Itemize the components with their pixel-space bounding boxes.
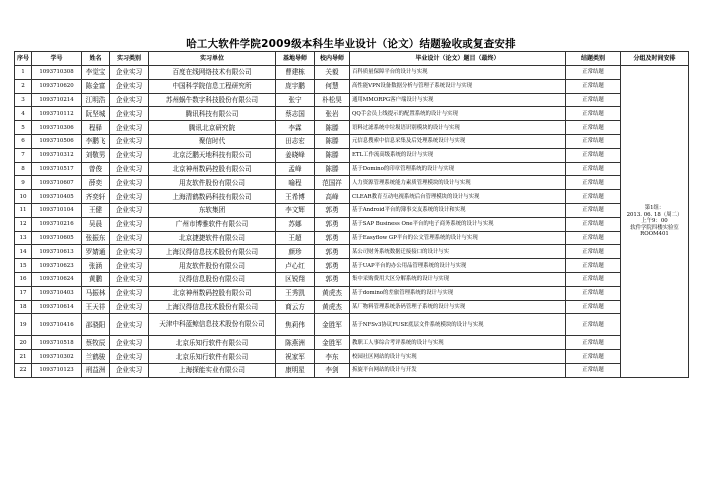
- cell-seq: 3: [15, 93, 32, 107]
- cell-school-mentor: 关毅: [315, 66, 350, 80]
- cell-internship-type: 企业实习: [110, 134, 149, 148]
- cell-base-mentor: 姜晓峰: [276, 148, 315, 162]
- cell-base-mentor: 李文辉: [276, 203, 315, 217]
- cell-topic: 某厂物料管理系统条码管理子系统的设计与实现: [350, 300, 566, 314]
- cell-base-mentor: 商云方: [276, 300, 315, 314]
- cell-result-type: 正常结题: [566, 148, 621, 162]
- cell-topic: 某公司财务系统数据迁接接口的设计与实: [350, 245, 566, 259]
- cell-topic: CLEAR教育互动电视系统后台管理模块的设计与实现: [350, 190, 566, 204]
- cell-internship-type: 企业实习: [110, 190, 149, 204]
- cell-base-mentor: 张宁: [276, 93, 315, 107]
- cell-internship-type: 企业实习: [110, 121, 149, 135]
- cell-student-id: 1093710214: [32, 93, 82, 107]
- cell-result-type: 正常结题: [566, 93, 621, 107]
- table-row: [15, 336, 689, 350]
- cell-seq: 9: [15, 176, 32, 190]
- cell-student-id: 1093710302: [32, 350, 82, 364]
- cell-base-mentor: 曹建栋: [276, 66, 315, 80]
- cell-name: 张振东: [82, 231, 110, 245]
- cell-result-type: 正常结题: [566, 107, 621, 121]
- cell-base-mentor: 祝家军: [276, 350, 315, 364]
- cell-topic: 百科质量保障平台的设计与实现: [350, 66, 566, 80]
- cell-result-type: 正常结题: [566, 203, 621, 217]
- cell-name: 邵骁阳: [82, 314, 110, 336]
- cell-result-type: 正常结题: [566, 79, 621, 93]
- cell-student-id: 1093710506: [32, 134, 82, 148]
- cell-result-type: 正常结题: [566, 217, 621, 231]
- cell-internship-unit: 北京乐知行软件有限公司: [149, 336, 276, 350]
- cell-name: 曾俊: [82, 162, 110, 176]
- cell-base-mentor: 区锐翔: [276, 272, 315, 286]
- cell-student-id: 1093710112: [32, 107, 82, 121]
- cell-topic: 基于Android平台的簿事交友系统的设计和实现: [350, 203, 566, 217]
- cell-result-type: 正常结题: [566, 363, 621, 377]
- table-row: [15, 148, 689, 162]
- cell-base-mentor: 李霖: [276, 121, 315, 135]
- cell-student-id: 1093710623: [32, 259, 82, 273]
- cell-name: 吴晨: [82, 217, 110, 231]
- cell-base-mentor: 卢心红: [276, 259, 315, 273]
- cell-school-mentor: 陈滕: [315, 148, 350, 162]
- cell-seq: 15: [15, 259, 32, 273]
- cell-school-mentor: 陈滕: [315, 121, 350, 135]
- cell-internship-type: 企业实习: [110, 286, 149, 300]
- cell-student-id: 1093710405: [32, 190, 82, 204]
- cell-result-type: 正常结题: [566, 231, 621, 245]
- cell-internship-unit: 东软集团: [149, 203, 276, 217]
- cell-result-type: 正常结题: [566, 162, 621, 176]
- cell-topic: 基于UAP平台的办公用品管理系统的设计与实现: [350, 259, 566, 273]
- arrangement-group: 第1组：: [644, 205, 665, 212]
- cell-seq: 18: [15, 300, 32, 314]
- table-header-row: [15, 52, 689, 66]
- cell-seq: 10: [15, 190, 32, 204]
- cell-internship-type: 企业实习: [110, 300, 149, 314]
- header-school-mentor: 校内导师: [315, 52, 350, 66]
- cell-seq: 2: [15, 79, 32, 93]
- cell-topic: ETL工作流高级系统的设计与实现: [350, 148, 566, 162]
- table-row: [15, 162, 689, 176]
- cell-school-mentor: 郭勇: [315, 231, 350, 245]
- cell-name: 王健: [82, 203, 110, 217]
- cell-base-mentor: 蔡志国: [276, 107, 315, 121]
- cell-topic: 语料过滤系统中垃圾语识别模块的设计与实现: [350, 121, 566, 135]
- cell-result-type: 正常结题: [566, 350, 621, 364]
- cell-internship-unit: 聚信时代: [149, 134, 276, 148]
- cell-school-mentor: 范国祥: [315, 176, 350, 190]
- table-row: [15, 363, 689, 377]
- cell-student-id: 1093710517: [32, 162, 82, 176]
- table-row: [15, 190, 689, 204]
- cell-name: 李鹏飞: [82, 134, 110, 148]
- cell-internship-unit: 用友软件股份有限公司: [149, 176, 276, 190]
- cell-school-mentor: 李剑: [315, 363, 350, 377]
- cell-internship-unit: 北京神州数码控股有限公司: [149, 286, 276, 300]
- cell-seq: 13: [15, 231, 32, 245]
- cell-school-mentor: 金胜军: [315, 314, 350, 336]
- cell-student-id: 1093710416: [32, 314, 82, 336]
- header-result-type: 结题类别: [566, 52, 621, 66]
- table-row: [15, 79, 689, 93]
- cell-internship-type: 企业实习: [110, 107, 149, 121]
- cell-internship-type: 企业实习: [110, 259, 149, 273]
- cell-student-id: 1093710607: [32, 176, 82, 190]
- cell-topic: 基于SAP Business One平台的电子商务系统的设计与实现: [350, 217, 566, 231]
- cell-base-mentor: 颜珍: [276, 245, 315, 259]
- cell-result-type: 正常结题: [566, 121, 621, 135]
- table-row: [15, 93, 689, 107]
- table-row: [15, 259, 689, 273]
- cell-student-id: 1093710613: [32, 245, 82, 259]
- header-internship-type: 实习类别: [110, 52, 149, 66]
- cell-base-mentor: 田志宏: [276, 134, 315, 148]
- cell-internship-unit: 腾讯北京研究院: [149, 121, 276, 135]
- cell-result-type: 正常结题: [566, 272, 621, 286]
- cell-student-id: 1093710614: [32, 300, 82, 314]
- cell-internship-type: 企业实习: [110, 79, 149, 93]
- cell-internship-type: 企业实习: [110, 66, 149, 80]
- cell-base-mentor: 苏娜: [276, 217, 315, 231]
- cell-result-type: 正常结题: [566, 300, 621, 314]
- cell-student-id: 1093710216: [32, 217, 82, 231]
- cell-seq: 7: [15, 148, 32, 162]
- cell-internship-type: 企业实习: [110, 231, 149, 245]
- cell-internship-unit: 北京泛鹏天地科技有限公司: [149, 148, 276, 162]
- table-row: [15, 107, 689, 121]
- cell-name: 王天祥: [82, 300, 110, 314]
- cell-internship-type: 企业实习: [110, 148, 149, 162]
- cell-school-mentor: 郭勇: [315, 245, 350, 259]
- cell-topic: 基于Easyflow GP平台的公文管理系统的设计与实现: [350, 231, 566, 245]
- cell-internship-type: 企业实习: [110, 336, 149, 350]
- cell-name: 陈金富: [82, 79, 110, 93]
- cell-internship-type: 企业实习: [110, 203, 149, 217]
- cell-base-mentor: 王希博: [276, 190, 315, 204]
- cell-internship-unit: 北京乐知行软件有限公司: [149, 350, 276, 364]
- cell-seq: 11: [15, 203, 32, 217]
- cell-seq: 14: [15, 245, 32, 259]
- table-row: [15, 134, 689, 148]
- header-internship-unit: 实习单位: [149, 52, 276, 66]
- table-row: [15, 314, 689, 336]
- table-row: [15, 217, 689, 231]
- table-body: [15, 66, 689, 378]
- cell-seq: 4: [15, 107, 32, 121]
- cell-internship-type: 企业实习: [110, 162, 149, 176]
- header-seq: 序号: [15, 52, 32, 66]
- cell-student-id: 1093710605: [32, 231, 82, 245]
- cell-student-id: 1093710312: [32, 148, 82, 162]
- cell-base-mentor: 喻程: [276, 176, 315, 190]
- cell-seq: 5: [15, 121, 32, 135]
- document-title: 哈工大软件学院2009级本科生毕业设计（论文）结题验收或复查安排: [186, 38, 516, 50]
- cell-school-mentor: 张岩: [315, 107, 350, 121]
- cell-name: 江明浩: [82, 93, 110, 107]
- cell-internship-unit: 百度在线网络技术有限公司: [149, 66, 276, 80]
- cell-school-mentor: 朴松昊: [315, 93, 350, 107]
- table-row: [15, 231, 689, 245]
- cell-student-id: 1093710620: [32, 79, 82, 93]
- cell-topic: 基于Domino的印章管理系统的设计与实现: [350, 162, 566, 176]
- cell-name: 兰鹤骏: [82, 350, 110, 364]
- cell-name: 罗婧通: [82, 245, 110, 259]
- cell-name: 张涵: [82, 259, 110, 273]
- cell-name: 刑益洲: [82, 363, 110, 377]
- cell-topic: 校园社区网站的设计与实现: [350, 350, 566, 364]
- cell-name: 李觉宝: [82, 66, 110, 80]
- cell-name: 阮坚城: [82, 107, 110, 121]
- header-name: 姓名: [82, 52, 110, 66]
- cell-internship-unit: 腾讯科技有限公司: [149, 107, 276, 121]
- arrangement-date: 2013. 06. 18（周二）: [626, 211, 683, 218]
- cell-student-id: 1093710308: [32, 66, 82, 80]
- table-row: [15, 121, 689, 135]
- cell-school-mentor: 郭勇: [315, 259, 350, 273]
- cell-internship-unit: 汉得信息股份有限公司: [149, 272, 276, 286]
- cell-seq: 12: [15, 217, 32, 231]
- cell-internship-unit: 上海清鹤数码科技有限公司: [149, 190, 276, 204]
- cell-result-type: 正常结题: [566, 259, 621, 273]
- cell-topic: QQ手会员上线提示的配置系统的设计与实现: [350, 107, 566, 121]
- cell-internship-type: 企业实习: [110, 176, 149, 190]
- cell-internship-unit: 上海汉得信息技术股份有限公司: [149, 300, 276, 314]
- cell-seq: 16: [15, 272, 32, 286]
- arrangement-room: ROOM401: [640, 230, 669, 237]
- cell-seq: 22: [15, 363, 32, 377]
- table-row: [15, 350, 689, 364]
- cell-student-id: 1093710123: [32, 363, 82, 377]
- cell-base-mentor: 庞宇鹏: [276, 79, 315, 93]
- cell-topic: 基于domino的差旅管理系统的设计与实现: [350, 286, 566, 300]
- arrangement-time: 上午9：00: [641, 218, 668, 225]
- cell-school-mentor: 郭勇: [315, 203, 350, 217]
- cell-topic: 人力资源管理系统能力素质管理模块的设计与实现: [350, 176, 566, 190]
- cell-result-type: 正常结题: [566, 286, 621, 300]
- cell-student-id: 1093710518: [32, 336, 82, 350]
- cell-topic: 高性能VPN设备数据分析与管理子系统设计与实现: [350, 79, 566, 93]
- cell-result-type: 正常结题: [566, 176, 621, 190]
- cell-name: 蔡牧辰: [82, 336, 110, 350]
- cell-internship-type: 企业实习: [110, 363, 149, 377]
- cell-school-mentor: 黄虎杰: [315, 300, 350, 314]
- cell-internship-unit: 中国科学院信息工程研究所: [149, 79, 276, 93]
- cell-base-mentor: 焦莉伟: [276, 314, 315, 336]
- cell-school-mentor: 高峰: [315, 190, 350, 204]
- cell-internship-unit: 北京神州数码控股有限公司: [149, 162, 276, 176]
- table-row: [15, 300, 689, 314]
- cell-internship-type: 企业实习: [110, 93, 149, 107]
- cell-result-type: 正常结题: [566, 336, 621, 350]
- cell-seq: 21: [15, 350, 32, 364]
- table-row: [15, 245, 689, 259]
- cell-internship-unit: 苏州蜗牛数字科技股份有限公司: [149, 93, 276, 107]
- cell-internship-unit: 北京捷捷软件有限公司: [149, 231, 276, 245]
- cell-student-id: 1093710624: [32, 272, 82, 286]
- cell-name: 齐奕轩: [82, 190, 110, 204]
- cell-seq: 1: [15, 66, 32, 80]
- schedule-table: [14, 51, 689, 378]
- cell-school-mentor: 黄虎杰: [315, 286, 350, 300]
- cell-school-mentor: 陈滕: [315, 162, 350, 176]
- cell-internship-unit: 广州市博雅软件有限公司: [149, 217, 276, 231]
- cell-internship-unit: 上海探能实业有限公司: [149, 363, 276, 377]
- cell-name: 程驿: [82, 121, 110, 135]
- arrangement-place: 软件学院四楼实验室: [630, 224, 679, 231]
- cell-seq: 8: [15, 162, 32, 176]
- cell-topic: 基于NFSv3协议FUSE底层文件系统模块的设计与实现: [350, 314, 566, 336]
- cell-result-type: 正常结题: [566, 314, 621, 336]
- cell-base-mentor: 陈燕洲: [276, 336, 315, 350]
- cell-school-mentor: 金胜军: [315, 336, 350, 350]
- header-topic: 毕业设计（论文）题目（最终）: [350, 52, 566, 66]
- cell-result-type: 正常结题: [566, 66, 621, 80]
- cell-base-mentor: 王超: [276, 231, 315, 245]
- cell-topic: 教职工人事综合考评系统的设计与实现: [350, 336, 566, 350]
- cell-name: 黄鹏: [82, 272, 110, 286]
- cell-internship-type: 企业实习: [110, 272, 149, 286]
- header-student-id: 学号: [32, 52, 82, 66]
- table-row: [15, 203, 689, 217]
- table-row: [15, 286, 689, 300]
- cell-internship-type: 企业实习: [110, 245, 149, 259]
- cell-school-mentor: 郭勇: [315, 272, 350, 286]
- cell-base-mentor: 康明星: [276, 363, 315, 377]
- cell-student-id: 1093710104: [32, 203, 82, 217]
- cell-school-mentor: 陈滕: [315, 134, 350, 148]
- header-base-mentor: 基地导师: [276, 52, 315, 66]
- cell-topic: 元信息搜索中信息采集及后处理系统设计与实现: [350, 134, 566, 148]
- group-arrangement-cell: [621, 66, 689, 378]
- cell-name: 马振林: [82, 286, 110, 300]
- cell-school-mentor: 郭勇: [315, 217, 350, 231]
- table-row: [15, 66, 689, 80]
- cell-internship-type: 企业实习: [110, 350, 149, 364]
- table-row: [15, 176, 689, 190]
- cell-internship-type: 企业实习: [110, 217, 149, 231]
- cell-name: 刘敬男: [82, 148, 110, 162]
- cell-seq: 19: [15, 314, 32, 336]
- cell-internship-unit: 上海汉得信息技术股份有限公司: [149, 245, 276, 259]
- cell-student-id: 1093710403: [32, 286, 82, 300]
- cell-topic: 通用MMORPG客户端设计与实现: [350, 93, 566, 107]
- cell-result-type: 正常结题: [566, 245, 621, 259]
- cell-seq: 6: [15, 134, 32, 148]
- cell-internship-unit: 用友软件股份有限公司: [149, 259, 276, 273]
- cell-school-mentor: 李东: [315, 350, 350, 364]
- cell-base-mentor: 王秀凯: [276, 286, 315, 300]
- cell-result-type: 正常结题: [566, 190, 621, 204]
- cell-seq: 20: [15, 336, 32, 350]
- cell-result-type: 正常结题: [566, 134, 621, 148]
- table-row: [15, 272, 689, 286]
- cell-school-mentor: 何慧: [315, 79, 350, 93]
- cell-base-mentor: 孟峰: [276, 162, 315, 176]
- cell-name: 薛奕: [82, 176, 110, 190]
- cell-student-id: 1093710306: [32, 121, 82, 135]
- cell-seq: 17: [15, 286, 32, 300]
- cell-internship-type: 企业实习: [110, 314, 149, 336]
- cell-topic: 拆旋平台网站的设计与开发: [350, 363, 566, 377]
- header-arrangement: 分组及时间安排: [621, 52, 689, 66]
- cell-internship-unit: 天津中科蓝鲸信息技术股份有限公司: [149, 314, 276, 336]
- cell-topic: 集中采购费用大区分解系统的设计与实现: [350, 272, 566, 286]
